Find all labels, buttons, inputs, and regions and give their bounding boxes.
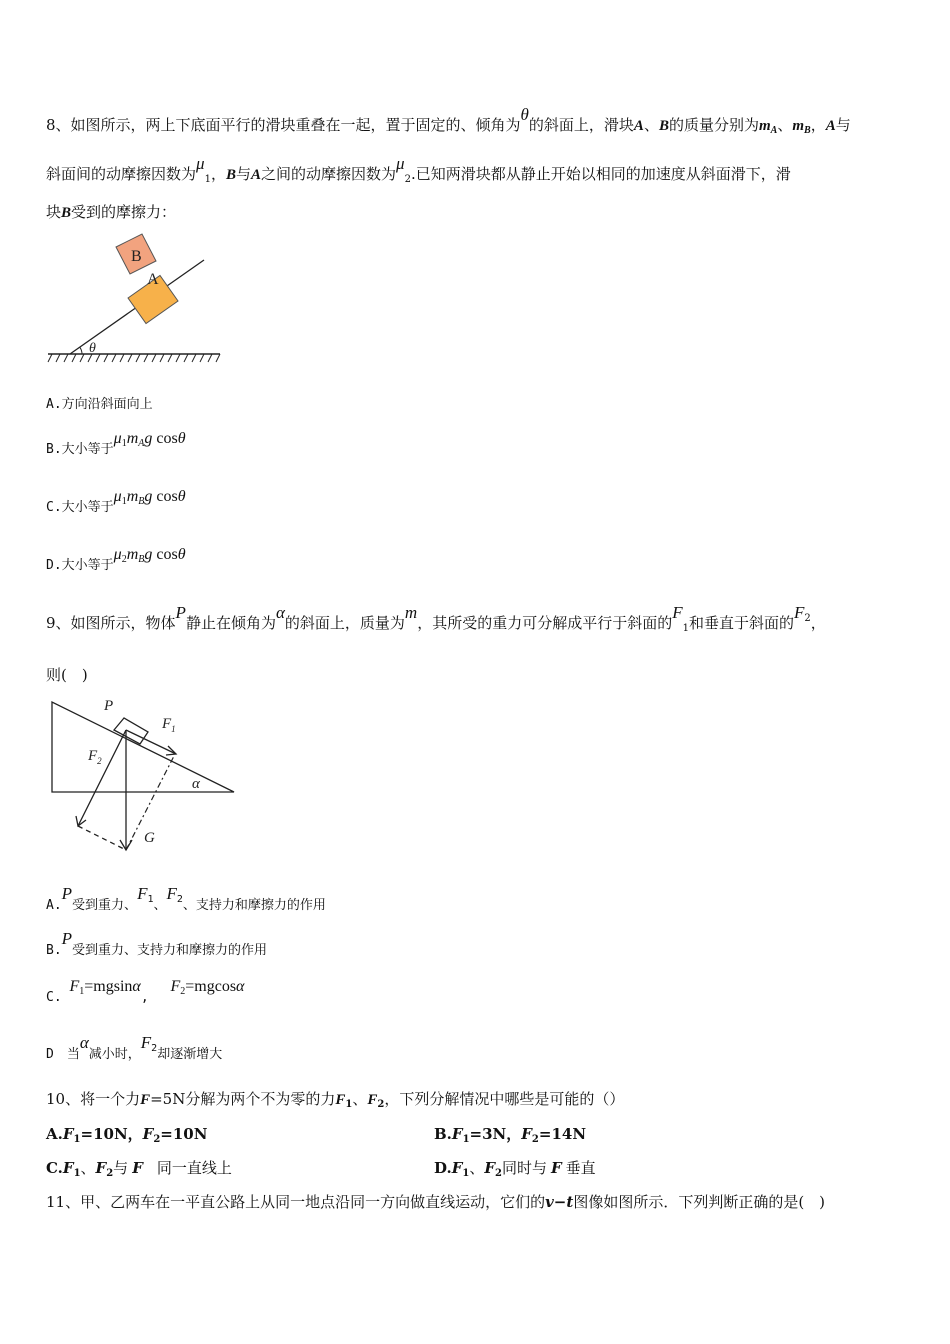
alpha-symbol: α — [275, 603, 285, 622]
option-text: A.方向沿斜面向上 — [46, 397, 153, 412]
q10-option-a — [46, 1125, 207, 1143]
sub-2: 2 — [180, 986, 186, 997]
var-F: F — [335, 1092, 346, 1108]
fig-label-G: G — [144, 830, 155, 846]
q10-option-b — [434, 1124, 586, 1150]
q9-force-figure — [46, 692, 238, 854]
sub-1: 1 — [147, 894, 154, 905]
q9-option-a — [46, 884, 326, 920]
option-text: B.大小等于 — [46, 442, 114, 457]
alpha-symbol: α — [132, 978, 141, 995]
option-text: =10N， — [80, 1125, 143, 1143]
var-m: m — [404, 603, 418, 622]
sub-1: 1 — [345, 1099, 353, 1110]
q10-option-d — [434, 1158, 596, 1184]
option-text: 、 — [80, 1159, 96, 1177]
option-text: 同时与 — [501, 1159, 547, 1177]
var-F: F — [451, 1159, 463, 1177]
var-F: F — [672, 603, 683, 622]
var-F: F — [142, 1125, 154, 1143]
sub-2: 2 — [106, 1168, 114, 1179]
q8-option-c-formula: $\mu_1m_Bg$ cosθ — [113, 488, 186, 507]
var-F: F — [170, 978, 181, 995]
var-F: F — [793, 603, 805, 622]
sep: 、 — [643, 116, 659, 134]
var-P: P — [175, 603, 186, 622]
option-text: A. — [46, 898, 62, 913]
q9-stem-line2 — [46, 665, 88, 685]
q8-text: 与 — [235, 165, 251, 183]
q9-option-c-formula — [69, 978, 140, 995]
sub-1: 1 — [73, 1168, 81, 1179]
sub-2: 2 — [151, 1043, 158, 1054]
q9-text: ，其所受的重力可分解成平行于斜面的 — [417, 614, 673, 632]
var-F: F — [140, 1033, 152, 1052]
sub-2: 2 — [804, 613, 811, 624]
mu-symbol: μ — [396, 154, 405, 173]
var-vt: v−t — [545, 1193, 574, 1211]
q9-text: 的斜面上，质量为 — [284, 614, 405, 632]
sub-1: 1 — [462, 1168, 470, 1179]
var-F: F — [62, 1125, 74, 1143]
q8-text: 块 — [46, 203, 62, 221]
var-F: F — [62, 1159, 74, 1177]
option-text: 受到重力、 — [72, 898, 138, 913]
q10-option-c — [46, 1158, 232, 1184]
option-text: 同一直线上 — [156, 1159, 232, 1177]
fig-label-alpha: α — [192, 776, 200, 792]
q8-incline-figure — [44, 232, 224, 368]
var-F: F — [69, 978, 80, 995]
q9-option-c — [46, 978, 245, 1012]
var-A: A — [633, 118, 644, 134]
var-B: B — [658, 118, 669, 134]
option-text: D.大小等于 — [46, 558, 114, 573]
q11-text: 图像如图所示．下列判断正确的是( ) — [573, 1193, 826, 1211]
q9-option-b — [46, 929, 268, 961]
var-F: F — [451, 1125, 463, 1143]
option-text: 与 — [113, 1159, 129, 1177]
q10-text: ，下列分解情况中哪些是可能的（） — [384, 1090, 625, 1108]
q8-option-d — [46, 546, 186, 580]
q8-option-d-formula: $\mu_2m_Bg$ cosθ — [113, 546, 186, 565]
option-text: =14N — [538, 1125, 587, 1143]
sub-1: 1 — [79, 986, 85, 997]
q10-text: 、 — [352, 1090, 368, 1108]
q8-stem-line3 — [46, 202, 176, 223]
mu-symbol: μ — [196, 154, 205, 173]
q9-text: 静止在倾角为 — [185, 614, 276, 632]
q8-option-a — [46, 395, 153, 415]
option-text: =10N — [160, 1125, 208, 1143]
var-B: B — [225, 167, 236, 183]
option-text: 受到重力、支持力和摩擦力的作用 — [72, 943, 268, 958]
option-text: A. — [46, 1125, 63, 1143]
var-F: F — [550, 1159, 562, 1177]
sub-1: 1 — [682, 623, 689, 634]
q9-stem-line1 — [46, 603, 826, 639]
sub-2: 2 — [153, 1134, 161, 1145]
q11-stem — [46, 1192, 825, 1212]
q10-text: =5N分解为两个不为零的力 — [150, 1090, 336, 1108]
q8-text: .已知两滑块都从静止开始以相同的加速度从斜面滑下，滑 — [410, 165, 791, 183]
q8-stem-line1 — [46, 105, 851, 141]
q9-option-d — [46, 1033, 223, 1069]
svg-text:F2: $F_2$ — [88, 748, 102, 766]
comma: ， — [210, 165, 226, 183]
q9-text: 和垂直于斜面的 — [688, 614, 794, 632]
option-text: B. — [46, 943, 62, 958]
q8-text: 的质量分别为 — [668, 116, 759, 134]
formula-text: =mgcos — [185, 978, 237, 995]
fig-label-F2: F — [88, 748, 98, 764]
sub-1: 1 — [204, 174, 211, 185]
sub-B: B — [804, 125, 811, 136]
q10-text: 10、将一个力 — [46, 1090, 141, 1108]
theta-symbol: θ — [520, 105, 529, 124]
option-text: 、支持力和摩擦力的作用 — [182, 898, 326, 913]
option-text: 、 — [153, 898, 167, 913]
fig-label-A: A — [147, 271, 159, 288]
sub-2: 2 — [404, 174, 411, 185]
var-P: P — [61, 929, 73, 948]
var-F: F — [521, 1125, 532, 1143]
q8-text: 之间的动摩擦因数为 — [261, 165, 397, 183]
q8-text: 8、如图所示，两上下底面平行的滑块重叠在一起，置于固定的、倾角为 — [46, 116, 521, 134]
svg-text:F1: $F_1$ — [162, 716, 176, 734]
var-mB: m — [792, 118, 805, 134]
comma: , — [140, 990, 149, 1005]
sub-1: 1 — [462, 1134, 470, 1145]
q8-option-b-formula: $\mu_1m_Ag$ cosθ — [113, 430, 186, 449]
option-text: B. — [434, 1125, 452, 1143]
var-A: A — [825, 118, 836, 134]
q9-text: 则( ) — [46, 666, 88, 684]
q8-option-c — [46, 488, 186, 522]
sub-2: 2 — [377, 1099, 385, 1110]
fig-label-F1: F — [162, 716, 172, 732]
q8-text: 与 — [835, 116, 851, 134]
formula-text: =mgsin — [84, 978, 133, 995]
option-text: 、 — [469, 1159, 485, 1177]
q8-text: 的斜面上，滑块 — [528, 116, 634, 134]
q8-text: 受到的摩擦力： — [71, 203, 177, 221]
option-text: D. — [434, 1159, 452, 1177]
sub-A: A — [770, 125, 778, 136]
var-F: F — [166, 884, 177, 903]
option-text: D 当 — [46, 1047, 80, 1062]
option-text: C. — [46, 990, 62, 1005]
q11-text: 11、甲、乙两车在一平直公路上从同一地点沿同一方向做直线运动，它们的 — [46, 1193, 546, 1211]
var-F: F — [132, 1159, 143, 1177]
q10-stem — [46, 1089, 624, 1115]
q8-stem-line2 — [46, 154, 791, 190]
sub-1: 1 — [73, 1134, 81, 1145]
q9-option-c-formula2 — [170, 978, 244, 995]
option-text: =3N， — [469, 1125, 522, 1143]
sep: 、 — [777, 116, 793, 134]
var-F: F — [484, 1159, 495, 1177]
alpha-symbol: α — [79, 1033, 89, 1052]
q8-text: 斜面间的动摩擦因数为 — [46, 165, 197, 183]
option-text: 垂直 — [565, 1159, 596, 1177]
fig-label-B: B — [131, 248, 142, 265]
var-F: F — [137, 884, 148, 903]
q9-text: ， — [810, 614, 826, 632]
sub-2: 2 — [531, 1134, 539, 1145]
comma: ， — [810, 116, 826, 134]
var-P: P — [61, 884, 73, 903]
option-text: 减小时， — [88, 1047, 141, 1062]
var-B: B — [61, 205, 72, 221]
var-F: F — [140, 1092, 151, 1108]
q8-option-b — [46, 430, 186, 464]
alpha-symbol: α — [236, 978, 245, 995]
q9-text: 9、如图所示，物体 — [46, 614, 176, 632]
var-F: F — [95, 1159, 107, 1177]
q10-options-row1 — [46, 1124, 207, 1150]
option-text: 却逐渐增大 — [157, 1047, 223, 1062]
fig-label-theta: θ — [89, 341, 96, 356]
sub-2: 2 — [176, 894, 183, 905]
option-text: C.大小等于 — [46, 500, 114, 515]
sub-2: 2 — [495, 1168, 502, 1179]
fig-label-P: P — [104, 698, 114, 714]
var-F: F — [367, 1092, 378, 1108]
var-mA: m — [758, 118, 771, 134]
var-A: A — [250, 167, 261, 183]
option-text: C. — [46, 1159, 63, 1177]
